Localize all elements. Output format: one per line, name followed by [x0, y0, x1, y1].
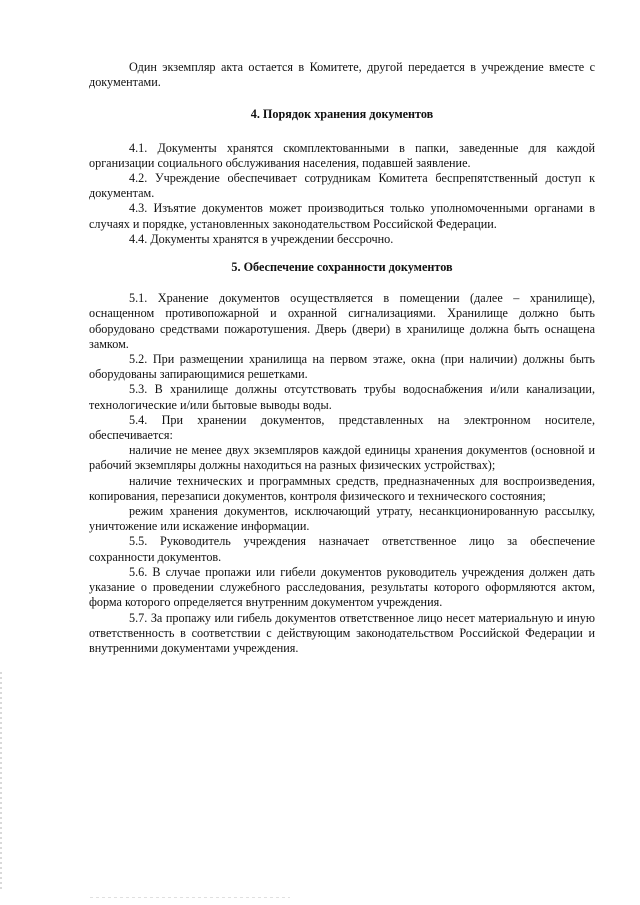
paragraph-5-4-item-regime: режим хранения документов, исключающий утрату, несанкционированную рассылку, уничтожение или искажение информации.: [89, 504, 595, 534]
section-5-heading: 5. Обеспечение сохранности документов: [231, 260, 453, 275]
section-4-heading: 4. Порядок хранения документов: [250, 107, 434, 122]
paragraph-4-4: 4.4. Документы хранятся в учреждении бессрочно.: [129, 231, 394, 246]
paragraph-4-3: 4.3. Изъятие документов может производиться только уполномоченными органами в случаях и порядке, установленных законодательством Российской Федерации.: [89, 201, 595, 231]
paragraph-5-4: 5.4. При хранении документов, представленных на электронном носителе, обеспечивается:: [89, 412, 595, 443]
intro-paragraph: Один экземпляр акта остается в Комитете, другой передается в учреждение вместе с документами.: [89, 60, 595, 90]
paragraph-5-3: 5.3. В хранилище должны отсутствовать трубы водоснабжения и/или канализации, технологические и/или бытовые выводы воды.: [89, 382, 595, 412]
paragraph-5-4-item-tools: наличие технических и программных средств, предназначенных для воспроизведения, копирования, перезаписи документов, контроля физического и технического состояния;: [89, 473, 595, 503]
paragraph-5-1: 5.1. Хранение документов осуществляется в помещении (далее – хранилище), оснащенном противопожарной и охранной сигнализациями. Хранилище должно быть оборудовано средствами пожаротушения. Дверь (двери) в хранилище должна быть оснащена замком.: [89, 291, 595, 351]
scan-edge-artifact: [0, 672, 2, 892]
paragraph-5-5: 5.5. Руководитель учреждения назначает ответственное лицо за обеспечение сохранности документов.: [89, 534, 595, 564]
document-body: [89, 60, 595, 656]
paragraph-5-6: 5.6. В случае пропажи или гибели документов руководитель учреждения должен дать указание о проведении служебного расследования, результаты которого оформляются актом, форма которого определяется внутренним документом учреждения.: [89, 564, 595, 610]
scan-bottom-artifact: [90, 897, 290, 898]
paragraph-5-2: 5.2. При размещении хранилища на первом этаже, окна (при наличии) должны быть оборудованы запирающимися решетками.: [89, 352, 595, 382]
paragraph-5-7: 5.7. За пропажу или гибель документов ответственное лицо несет материальную и иную ответственность в соответствии с действующим законодательством Российской Федерации и внутренними документами учреждения.: [89, 610, 595, 655]
paragraph-4-1: 4.1. Документы хранятся скомплектованными в папки, заведенные для каждой организации социального обслуживания населения, подавшей заявление.: [89, 140, 595, 170]
paragraph-5-4-item-copies: наличие не менее двух экземпляров каждой единицы хранения документов (основной и рабочий экземпляры должны находиться на разных физических устройствах);: [89, 443, 595, 473]
paragraph-4-2: 4.2. Учреждение обеспечивает сотрудникам Комитета беспрепятственный доступ к документам.: [89, 171, 595, 201]
